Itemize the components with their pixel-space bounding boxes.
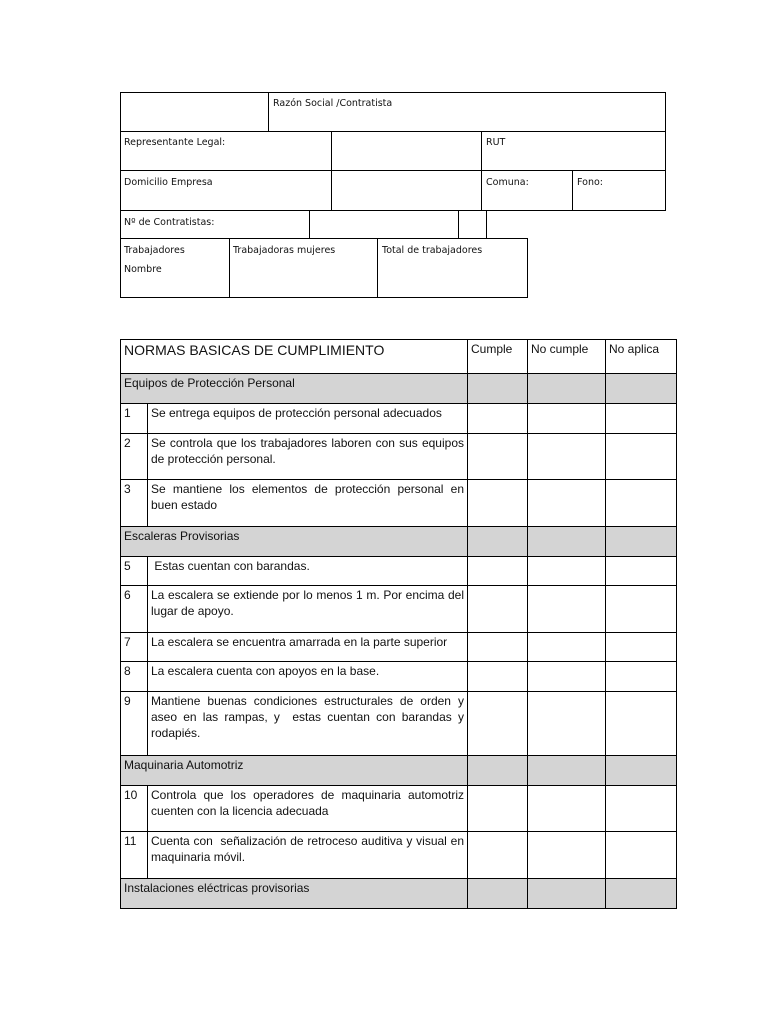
item-number: 10	[121, 786, 148, 832]
section-row	[121, 879, 677, 909]
item-text: La escalera se encuentra amarrada en la parte superior	[148, 633, 468, 662]
no-aplica-cell[interactable]	[606, 586, 677, 633]
cumple-cell[interactable]	[468, 832, 528, 879]
razon-social-label: Razón Social /Contratista	[273, 98, 393, 109]
item-number: 2	[121, 434, 148, 480]
item-text: La escalera cuenta con apoyos en la base.	[148, 662, 468, 692]
checklist-title: NORMAS BASICAS DE CUMPLIMIENTO	[121, 340, 468, 374]
no-aplica-cell[interactable]	[606, 879, 677, 909]
no-aplica-cell[interactable]	[606, 692, 677, 756]
cumple-cell[interactable]	[468, 756, 528, 786]
checklist-item-row	[121, 786, 677, 832]
no-cumple-cell[interactable]	[528, 879, 606, 909]
section-title: Equipos de Protección Personal	[121, 374, 468, 404]
item-number: 5	[121, 557, 148, 586]
total-trabajadores-label: Total de trabajadores	[382, 245, 483, 256]
item-number: 8	[121, 662, 148, 692]
no-cumple-cell[interactable]	[528, 480, 606, 527]
cumple-cell[interactable]	[468, 692, 528, 756]
no-aplica-cell[interactable]	[606, 404, 677, 434]
cumple-cell[interactable]	[468, 480, 528, 527]
checklist-item-row	[121, 832, 677, 879]
no-aplica-cell[interactable]	[606, 832, 677, 879]
no-cumple-cell[interactable]	[528, 633, 606, 662]
compliance-checklist-table	[120, 339, 677, 909]
nombre-label: Nombre	[124, 264, 162, 275]
rut-label: RUT	[486, 137, 506, 148]
cumple-cell[interactable]	[468, 557, 528, 586]
trabajadoras-mujeres-label: Trabajadoras mujeres	[233, 245, 336, 256]
checklist-item-row	[121, 480, 677, 527]
item-text: Mantiene buenas condiciones estructurales de orden y aseo en las rampas, y estas cuentan con barandas y rodapiés.	[148, 692, 468, 756]
num-contratistas-label: Nº de Contratistas:	[124, 217, 215, 228]
cumple-cell[interactable]	[468, 662, 528, 692]
no-cumple-cell[interactable]	[528, 434, 606, 480]
no-aplica-cell[interactable]	[606, 527, 677, 557]
item-text: Controla que los operadores de maquinaria automotriz cuenten con la licencia adecuada	[148, 786, 468, 832]
cumple-cell[interactable]	[468, 786, 528, 832]
section-title: Escaleras Provisorias	[121, 527, 468, 557]
checklist-item-row	[121, 662, 677, 692]
section-row	[121, 374, 677, 404]
col-header-no-cumple: No cumple	[528, 340, 606, 374]
checklist-item-row	[121, 692, 677, 756]
item-number: 3	[121, 480, 148, 527]
no-aplica-cell[interactable]	[606, 756, 677, 786]
item-number: 9	[121, 692, 148, 756]
comuna-label: Comuna:	[486, 177, 529, 188]
no-aplica-cell[interactable]	[606, 633, 677, 662]
representante-legal-label: Representante Legal:	[124, 137, 226, 148]
checklist-item-row	[121, 404, 677, 434]
form-row-razon-social	[120, 92, 666, 132]
no-aplica-cell[interactable]	[606, 480, 677, 527]
no-cumple-cell[interactable]	[528, 692, 606, 756]
no-cumple-cell[interactable]	[528, 404, 606, 434]
item-text: Cuenta con señalización de retroceso auditiva y visual en maquinaria móvil.	[148, 832, 468, 879]
domicilio-label: Domicilio Empresa	[124, 177, 213, 188]
no-aplica-cell[interactable]	[606, 557, 677, 586]
cumple-cell[interactable]	[468, 586, 528, 633]
item-number: 11	[121, 832, 148, 879]
no-cumple-cell[interactable]	[528, 374, 606, 404]
cumple-cell[interactable]	[468, 527, 528, 557]
checklist-item-row	[121, 434, 677, 480]
no-cumple-cell[interactable]	[528, 756, 606, 786]
checklist-item-row	[121, 586, 677, 633]
no-cumple-cell[interactable]	[528, 832, 606, 879]
cumple-cell[interactable]	[468, 434, 528, 480]
cumple-cell[interactable]	[468, 404, 528, 434]
checklist-item-row	[121, 557, 677, 586]
section-title: Instalaciones eléctricas provisorias	[121, 879, 468, 909]
no-aplica-cell[interactable]	[606, 374, 677, 404]
no-cumple-cell[interactable]	[528, 662, 606, 692]
no-aplica-cell[interactable]	[606, 662, 677, 692]
section-title: Maquinaria Automotriz	[121, 756, 468, 786]
item-text: Se mantiene los elementos de protección personal en buen estado	[148, 480, 468, 527]
checklist-item-row	[121, 633, 677, 662]
cumple-cell[interactable]	[468, 374, 528, 404]
checklist-header-row	[121, 340, 677, 374]
cumple-cell[interactable]	[468, 879, 528, 909]
fono-label: Fono:	[577, 177, 603, 188]
item-number: 1	[121, 404, 148, 434]
item-number: 6	[121, 586, 148, 633]
cumple-cell[interactable]	[468, 633, 528, 662]
no-cumple-cell[interactable]	[528, 527, 606, 557]
no-aplica-cell[interactable]	[606, 434, 677, 480]
section-row	[121, 756, 677, 786]
item-text: Se controla que los trabajadores laboren con sus equipos de protección personal.	[148, 434, 468, 480]
item-text: Estas cuentan con barandas.	[148, 557, 468, 586]
item-text: Se entrega equipos de protección personal adecuados	[148, 404, 468, 434]
no-cumple-cell[interactable]	[528, 586, 606, 633]
no-cumple-cell[interactable]	[528, 786, 606, 832]
item-number: 7	[121, 633, 148, 662]
section-row	[121, 527, 677, 557]
item-text: La escalera se extiende por lo menos 1 m. Por encima del lugar de apoyo.	[148, 586, 468, 633]
no-aplica-cell[interactable]	[606, 786, 677, 832]
col-header-no-aplica: No aplica	[606, 340, 677, 374]
trabajadores-label: Trabajadores	[124, 245, 185, 256]
col-header-cumple: Cumple	[468, 340, 528, 374]
no-cumple-cell[interactable]	[528, 557, 606, 586]
